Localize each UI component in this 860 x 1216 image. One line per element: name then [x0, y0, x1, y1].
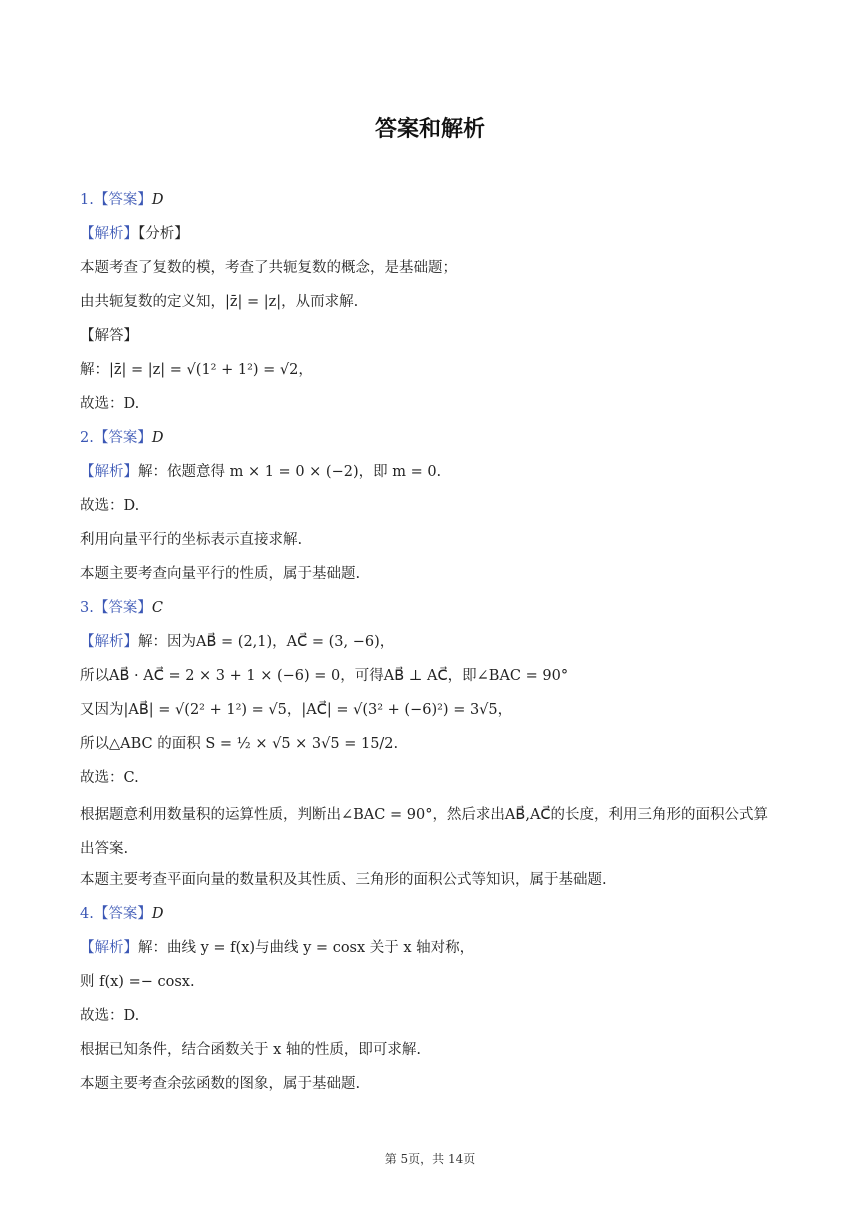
analysis-line: 则 f(x) =− cosx.: [80, 974, 195, 990]
answer-value: D: [151, 430, 164, 446]
analysis-line: 故选：D.: [80, 396, 140, 412]
analysis-line: 故选：D.: [80, 498, 140, 514]
analysis-line: 所以△ABC 的面积 S = ½ × √5 × 3√5 = 15/2.: [80, 736, 399, 752]
analysis-line: 本题考查了复数的模，考查了共轭复数的概念，是基础题；: [80, 260, 457, 276]
answer-tag: 【答案】: [93, 906, 152, 922]
analysis-line: 本题主要考查向量平行的性质，属于基础题.: [80, 566, 361, 582]
analysis-line: 解：|z̄| = |z| = √(1² + 1²) = √2，: [80, 362, 313, 378]
answer-header-1: [80, 186, 780, 220]
analysis-tag: 【解析】: [80, 634, 138, 650]
analysis-line: 由共轭复数的定义知，|z̄| = |z|，从而求解.: [80, 294, 359, 310]
question-number: 2.: [80, 430, 94, 446]
analysis-line: 根据已知条件，结合函数关于 x 轴的性质，即可求解.: [80, 1042, 422, 1058]
answer-value: C: [151, 600, 163, 616]
page-footer: 第 5页，共 14页: [384, 1152, 476, 1166]
answer-value: D: [151, 192, 164, 208]
analysis-text: 【分析】: [138, 226, 189, 242]
answer-header-3: [80, 594, 780, 628]
analysis-line: 【解答】: [80, 328, 138, 344]
analysis-line: 所以AB⃗ · AC⃗ = 2 × 3 + 1 × (−6) = 0，可得AB⃗ ⊥ AC⃗，即∠BAC = 90°: [80, 668, 569, 684]
analysis-line: 利用向量平行的坐标表示直接求解.: [80, 532, 303, 548]
analysis-tag: 【解析】: [80, 940, 138, 956]
answer-header-2: [80, 424, 780, 458]
answer-header-4: [80, 900, 780, 934]
analysis-line: [80, 934, 780, 968]
analysis-line: [80, 458, 780, 492]
answer-list: [80, 186, 780, 1104]
answer-tag: 【答案】: [93, 600, 152, 616]
analysis-line: 故选：C.: [80, 770, 139, 786]
question-number: 1.: [80, 192, 94, 208]
analysis-tag: 【解析】: [80, 226, 138, 242]
answer-value: D: [151, 906, 164, 922]
question-number: 4.: [80, 906, 94, 922]
analysis-line: 根据题意利用数量积的运算性质，判断出∠BAC = 90°，然后求出AB⃗,AC⃗的长度，利用三角形的面积公式算出答案.: [80, 807, 769, 857]
analysis-tag: 【解析】: [80, 464, 138, 480]
analysis-line: [80, 628, 780, 662]
analysis-text: 解：依题意得 m × 1 = 0 × (−2)，即 m = 0.: [138, 464, 442, 480]
analysis-text: 解：曲线 y = f(x)与曲线 y = cosx 关于 x 轴对称，: [138, 940, 475, 956]
analysis-line: [80, 220, 780, 254]
analysis-line: 故选：D.: [80, 1008, 140, 1024]
answer-tag: 【答案】: [93, 192, 152, 208]
analysis-line: 本题主要考查余弦函数的图象，属于基础题.: [80, 1076, 361, 1092]
analysis-line: 又因为|AB⃗| = √(2² + 1²) = √5，|AC⃗| = √(3² + (−6)²) = 3√5，: [80, 702, 513, 718]
analysis-line: 本题主要考查平面向量的数量积及其性质、三角形的面积公式等知识，属于基础题.: [80, 872, 607, 888]
question-number: 3.: [80, 600, 94, 616]
page-title: 答案和解析: [374, 117, 485, 142]
analysis-text: 解：因为AB⃗ = (2,1)，AC⃗ = (3, −6)，: [138, 634, 395, 650]
answer-tag: 【答案】: [93, 430, 152, 446]
